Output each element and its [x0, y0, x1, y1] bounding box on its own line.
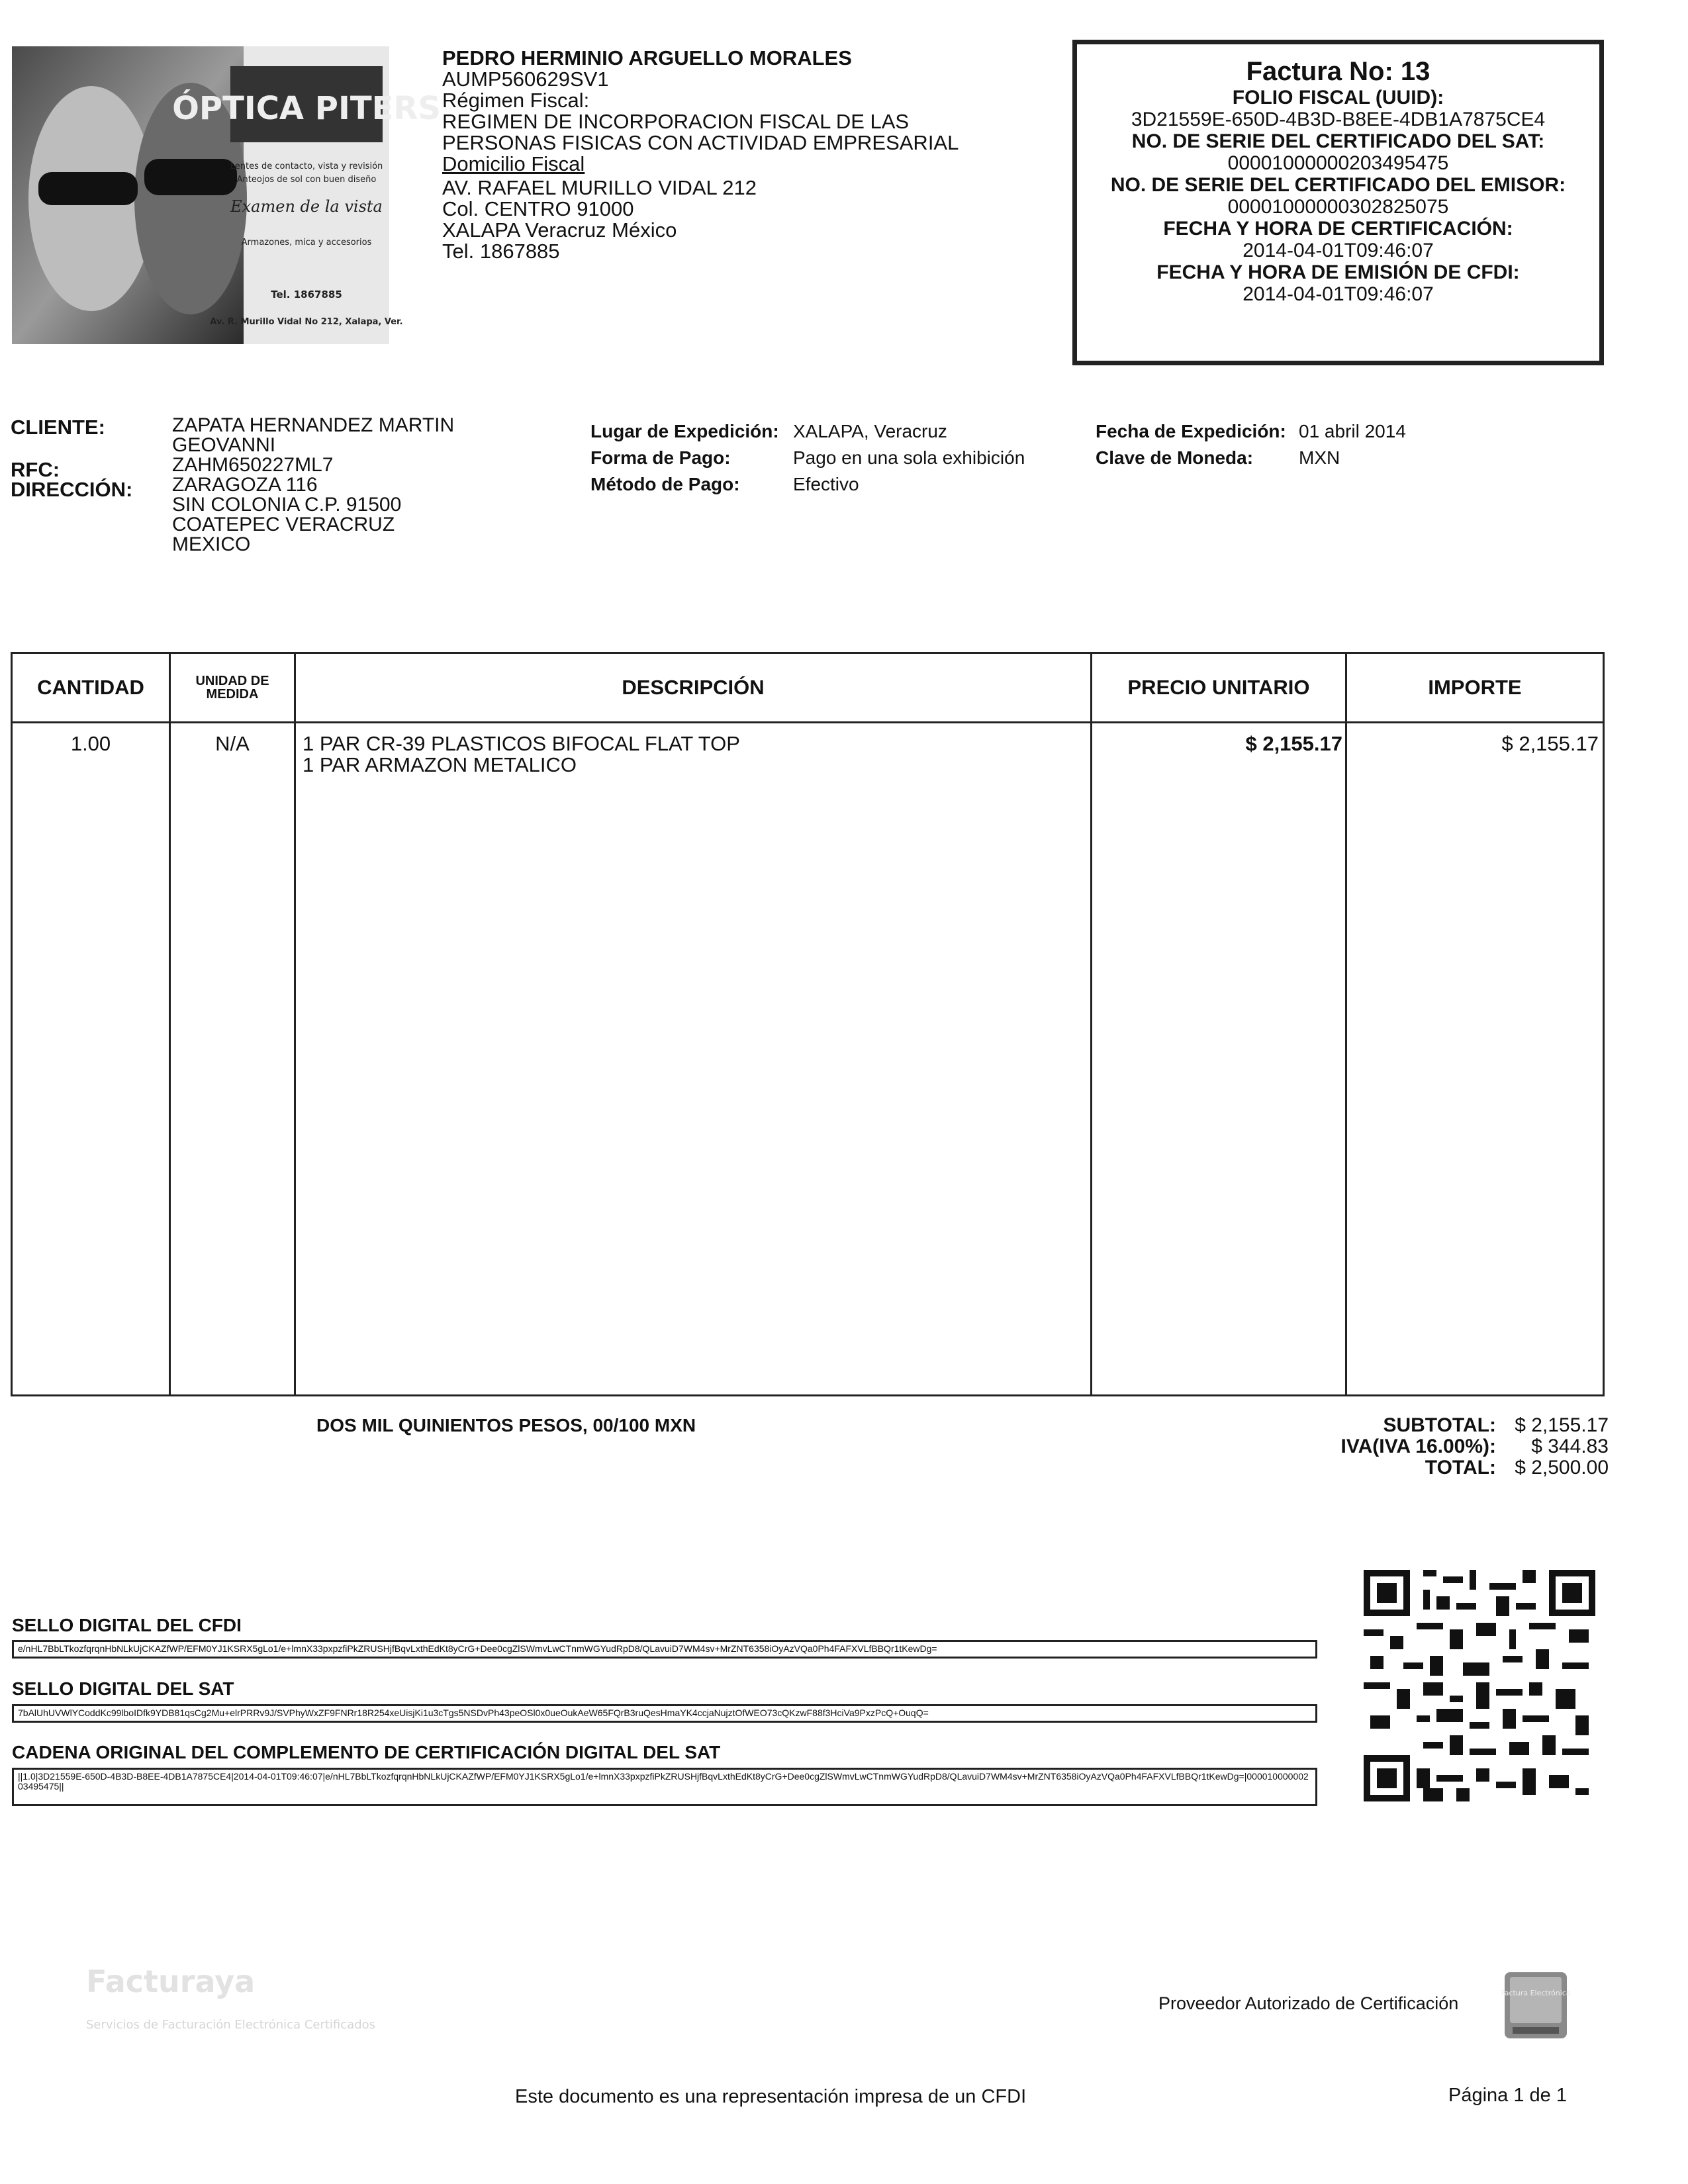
badge-text: Factura Electrónica — [1501, 1989, 1571, 1997]
date-labels — [1096, 418, 1286, 471]
cfdi-seal-label: SELLO DIGITAL DEL CFDI — [12, 1615, 242, 1635]
cfdi-seal-value: e/nHL7BbLTkozfqrqnHbNLkUjCKAZfWP/EFM0YJ1KSRX5gLo1/e+lmnX33pxpzfiPkZRUSHjfBqvLxthEdKt8yCrG+Dee0cgZlSWmvLwCTnmWGYudRpD8/QLavuiD7WM4sv+MrZNT6358iOyAzVQa0Ph4FAFXVLfBBQr1tKewDg= — [12, 1640, 1317, 1659]
issuer-address-1: AV. RAFAEL MURILLO VIDAL 212 — [442, 176, 757, 199]
metodo-value: Efectivo — [793, 474, 859, 494]
row-unidad: N/A — [215, 732, 250, 755]
row-descripcion-1: 1 PAR CR-39 PLASTICOS BIFOCAL FLAT TOP — [303, 732, 740, 755]
iva-row — [1231, 1436, 1609, 1457]
total-value: $ 2,500.00 — [1515, 1457, 1609, 1479]
regimen-line-2: PERSONAS FISICAS CON ACTIVIDAD EMPRESARIAL — [442, 131, 959, 154]
amount-in-words: DOS MIL QUINIENTOS PESOS, 00/100 MXN — [316, 1415, 696, 1435]
issuer-phone: Tel. 1867885 — [442, 240, 560, 263]
col-divider-2 — [294, 654, 296, 1394]
total-row — [1231, 1457, 1609, 1479]
col-divider-1 — [169, 654, 171, 1394]
provider-text: Proveedor Autorizado de Certificación — [1158, 1993, 1459, 2013]
sat-cert-label: NO. DE SERIE DEL CERTIFICADO DEL SAT: — [1131, 130, 1545, 152]
client-address-1: ZARAGOZA 116 — [172, 474, 318, 496]
emisor-cert-value: 00001000000302825075 — [1227, 196, 1449, 218]
regimen-label: Régimen Fiscal: — [442, 89, 590, 112]
cfdi-badge-icon — [1499, 1969, 1572, 2042]
client-address-2: SIN COLONIA C.P. 91500 — [172, 494, 402, 516]
totals-block — [1231, 1415, 1609, 1479]
subtotal-label: SUBTOTAL: — [1383, 1414, 1496, 1436]
qr-code — [1364, 1570, 1595, 1801]
header-descripcion: DESCRIPCIÓN — [622, 676, 765, 699]
expedition-labels — [590, 418, 779, 498]
client-address-3: COATEPEC VERACRUZ — [172, 514, 395, 535]
iva-value: $ 344.83 — [1531, 1435, 1609, 1457]
row-descripcion — [303, 733, 1084, 776]
fecha-label: Fecha de Expedición: — [1096, 421, 1286, 441]
client-name-2: GEOVANNI — [172, 434, 276, 456]
uuid-label: FOLIO FISCAL (UUID): — [1232, 87, 1444, 109]
row-precio: $ 2,155.17 — [1245, 732, 1342, 755]
moneda-label: Clave de Moneda: — [1096, 447, 1254, 468]
metodo-label: Método de Pago: — [590, 474, 740, 494]
logo-script: Examen de la vista — [230, 197, 383, 216]
concepts-table — [11, 652, 1605, 1396]
header-unidad-2: MEDIDA — [206, 687, 259, 702]
pac-tagline: Servicios de Facturación Electrónica Certificados — [86, 2018, 376, 2032]
total-label: TOTAL: — [1425, 1457, 1496, 1479]
moneda-value: MXN — [1299, 447, 1340, 468]
subtotal-value: $ 2,155.17 — [1515, 1414, 1609, 1436]
logo-brand-text: ÓPTICA PITERS — [172, 90, 441, 127]
client-name-1: ZAPATA HERNANDEZ MARTIN — [172, 414, 455, 436]
client-values — [172, 416, 516, 555]
issuer-address-3: XALAPA Veracruz México — [442, 218, 677, 242]
logo-line-1: Lentes de contacto, vista y revisión — [230, 161, 383, 171]
client-address-label: DIRECCIÓN: — [11, 478, 133, 501]
pac-name: Facturaya — [86, 1964, 256, 1999]
page-number: Página 1 de 1 — [1448, 2085, 1567, 2106]
logo-line-4: Tel. 1867885 — [271, 289, 342, 300]
sat-cert-value: 00001000000203495475 — [1227, 152, 1449, 174]
client-rfc-label: RFC: — [11, 458, 60, 481]
domicilio-label: Domicilio Fiscal — [442, 152, 585, 175]
invoice-title: Factura No: 13 — [1246, 57, 1430, 86]
uuid-value: 3D21559E-650D-4B3D-B8EE-4DB1A7875CE4 — [1131, 109, 1546, 130]
lugar-label: Lugar de Expedición: — [590, 421, 779, 441]
cadena-label: CADENA ORIGINAL DEL COMPLEMENTO DE CERTIFICACIÓN DIGITAL DEL SAT — [12, 1742, 721, 1762]
header-cantidad: CANTIDAD — [37, 676, 144, 699]
issuer-address-2: Col. CENTRO 91000 — [442, 197, 634, 220]
sat-seal-label: SELLO DIGITAL DEL SAT — [12, 1678, 234, 1699]
forma-label: Forma de Pago: — [590, 447, 731, 468]
iva-label: IVA(IVA 16.00%): — [1340, 1435, 1496, 1457]
header-unidad-1: UNIDAD DE — [195, 674, 269, 688]
row-importe: $ 2,155.17 — [1501, 732, 1599, 755]
regimen-line-1: REGIMEN DE INCORPORACION FISCAL DE LAS — [442, 110, 910, 133]
client-label: CLIENTE: — [11, 416, 105, 439]
issuer-rfc: AUMP560629SV1 — [442, 68, 609, 91]
lugar-value: XALAPA, Veracruz — [793, 421, 947, 441]
expedition-values — [793, 418, 1025, 498]
fecha-value: 01 abril 2014 — [1299, 421, 1406, 441]
row-descripcion-2: 1 PAR ARMAZON METALICO — [303, 753, 577, 776]
emission-date-value: 2014-04-01T09:46:07 — [1243, 283, 1434, 305]
client-rfc: ZAHM650227ML7 — [172, 454, 334, 476]
representation-note: Este documento es una representación impresa de un CFDI — [515, 2086, 1027, 2107]
subtotal-row — [1231, 1415, 1609, 1436]
col-divider-4 — [1345, 654, 1347, 1394]
forma-value: Pago en una sola exhibición — [793, 447, 1025, 468]
col-divider-3 — [1090, 654, 1092, 1394]
optica-piters-logo — [12, 46, 441, 344]
invoice-info-box — [1072, 40, 1604, 365]
issuer-name: PEDRO HERMINIO ARGUELLO MORALES — [442, 46, 852, 69]
issuer-block — [442, 48, 1038, 262]
row-cantidad: 1.00 — [70, 732, 111, 755]
date-values — [1299, 418, 1406, 471]
logo-line-2: Anteojos de sol con buen diseño — [236, 175, 377, 185]
header-precio: PRECIO UNITARIO — [1127, 676, 1310, 699]
header-importe: IMPORTE — [1428, 676, 1522, 699]
emisor-cert-label: NO. DE SERIE DEL CERTIFICADO DEL EMISOR: — [1110, 174, 1566, 196]
logo-line-5: Av. R. Murillo Vidal No 212, Xalapa, Ver. — [210, 317, 403, 327]
cadena-value: ||1.0|3D21559E-650D-4B3D-B8EE-4DB1A7875CE4|2014-04-01T09:46:07|e/nHL7BbLTkozfqrqnHbNLkUjCKAZfWP/EFM0YJ1KSRX5gLo1/e+lmnX33pxpzfiPkZRUSHjfBqvLxthEdKt8yCrG+Dee0cgZlSWmvLwCTnmWGYudRpD8/QLavuiD7WM4sv+MrZNT6358iOyAzVQa0Ph4FAFXVLfBBQr1tKewDg=|00001000000203495475|| — [12, 1768, 1317, 1806]
header-unidad — [171, 654, 294, 721]
logo-line-3: Armazones, mica y accesorios — [241, 238, 372, 248]
sat-seal-value: 7bAlUhUVWlYCoddKc99lboIDfk9YDB81qsCg2Mu+elrPRRv9J/SVPhyWxZF9FNRr18R254xeUisjKi1u3cTgs5NSDvPh43peOSl0x0ueOukAeW65FQrB3ruQesHmaYK4ccjaNujztOfWEO73cQKzwF88f3HciVa9PxzPcQ+OuqQ= — [12, 1704, 1317, 1723]
client-address-4: MEXICO — [172, 533, 251, 555]
pac-logo — [79, 1959, 450, 2045]
cert-date-label: FECHA Y HORA DE CERTIFICACIÓN: — [1163, 218, 1513, 240]
header-divider — [13, 721, 1603, 723]
emission-date-label: FECHA Y HORA DE EMISIÓN DE CFDI: — [1156, 261, 1520, 283]
cert-date-value: 2014-04-01T09:46:07 — [1243, 240, 1434, 261]
